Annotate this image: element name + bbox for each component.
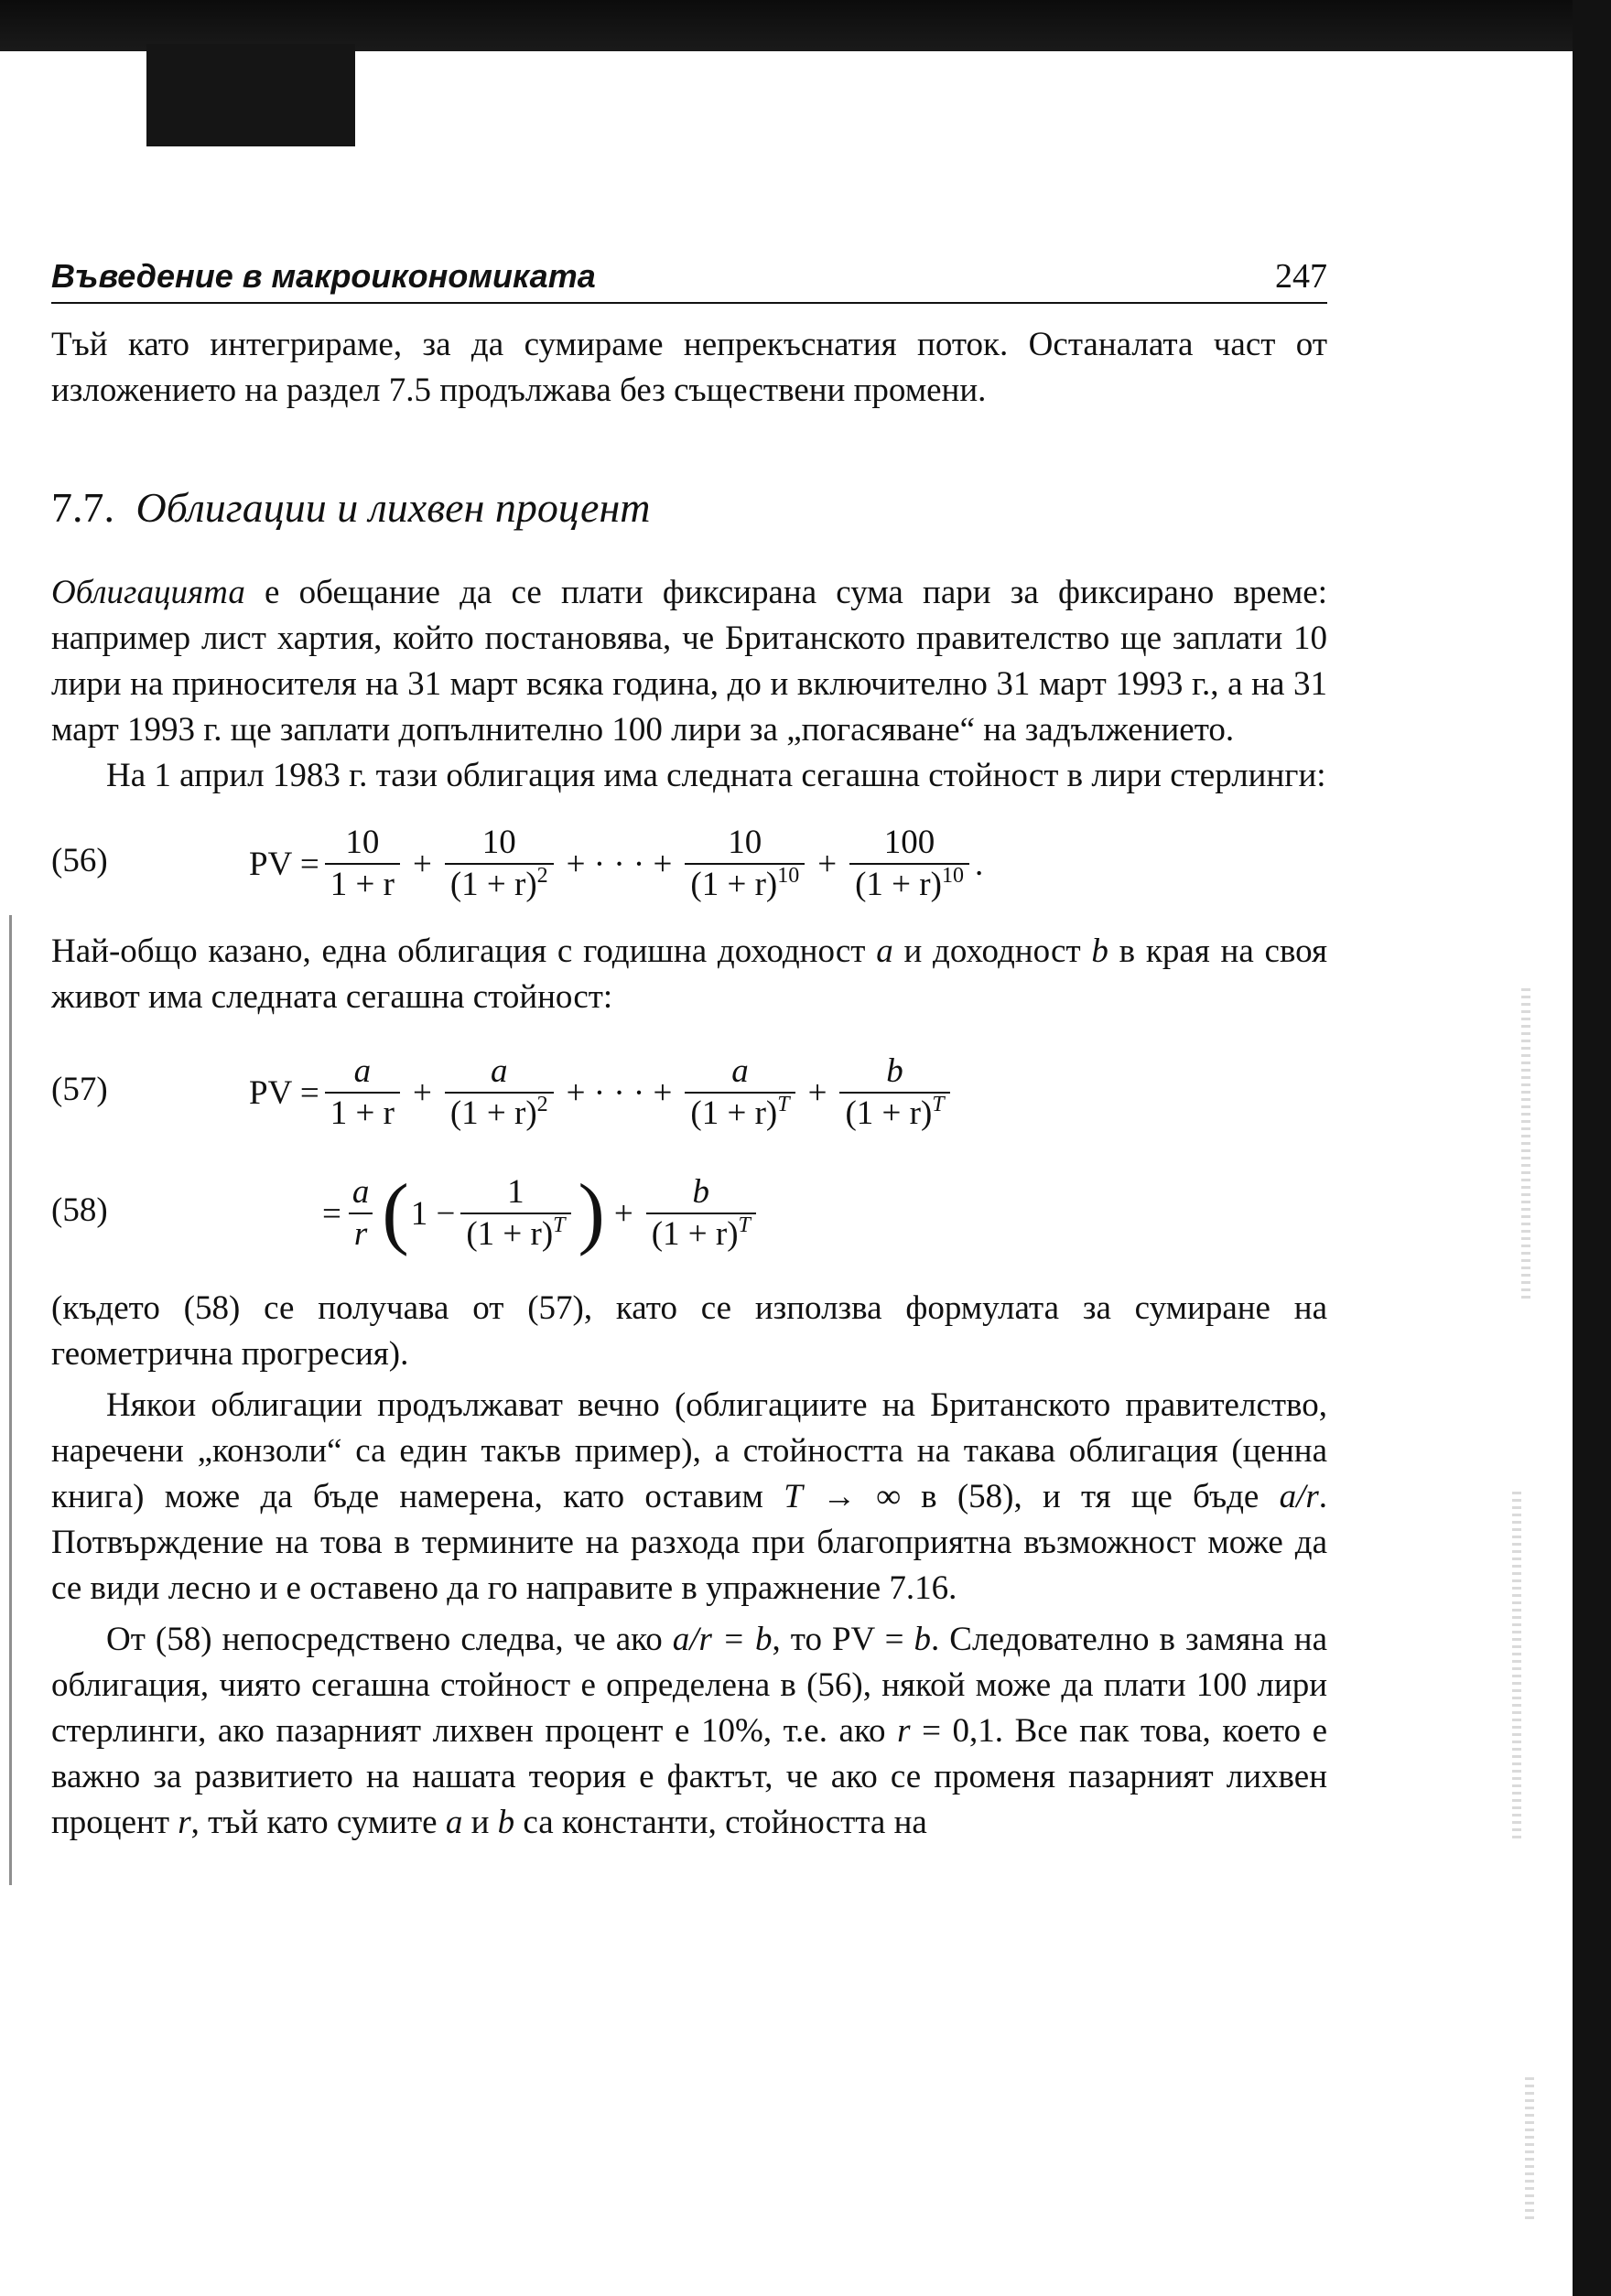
fraction [445, 1051, 554, 1134]
fraction [849, 823, 969, 905]
plus-operator: + [807, 1073, 827, 1112]
math-inline: a [445, 1804, 463, 1841]
fraction [325, 823, 400, 905]
scan-dark-block [146, 44, 355, 146]
section-heading [51, 483, 1327, 532]
equation-body [322, 1159, 762, 1267]
equation-57 [51, 1039, 1327, 1147]
scan-edge-noise [1525, 2077, 1534, 2224]
equation-lhs: PV = [249, 1073, 319, 1112]
denominator: $(1 + r)^T$ [685, 1092, 795, 1134]
denominator: $(1 + r)^{10}$ [685, 863, 805, 905]
numerator: 1 [507, 1173, 524, 1211]
ellipsis-operator: + · · · + [566, 1073, 673, 1112]
page-number: 247 [1275, 257, 1327, 296]
fraction [646, 1172, 756, 1255]
fraction [685, 1051, 795, 1134]
definition-text: е обещание да се плати фиксирана сума пари за фиксирано време: например лист хартия, който постановява, че Британското правителство ще заплати 10 лири на приносителя на 31 март всяка година, до и включително 31 март 1993 г., а на 31 март 1993 г. ще заплати допълнително 100 лири за „погасяване“ на задължението. [51, 574, 1327, 749]
math-inline: r [178, 1804, 191, 1841]
equation-58 [51, 1159, 1327, 1267]
plus-operator: + [817, 845, 838, 883]
plus-operator: + [412, 1073, 432, 1112]
equation-label: (57) [51, 1071, 108, 1108]
denominator: $(1 + r)^T$ [839, 1092, 949, 1134]
numerator: 10 [481, 824, 516, 861]
numerator: a [351, 1173, 370, 1211]
fraction [839, 1051, 949, 1134]
one-minus: 1 − [410, 1194, 456, 1233]
numerator: a [491, 1052, 508, 1090]
numerator: a [731, 1052, 749, 1090]
numerator: a [353, 1052, 372, 1090]
equation-lhs: PV = [249, 845, 319, 883]
numerator: b [886, 1052, 903, 1090]
equation-body [249, 810, 983, 918]
numerator: 10 [728, 824, 762, 861]
fraction [460, 1172, 570, 1255]
denominator: $(1 + r)^T$ [460, 1213, 570, 1255]
paragraph-definition [51, 570, 1327, 753]
section-number: 7.7. [51, 484, 114, 531]
fraction [325, 1051, 400, 1134]
scan-border-right [1573, 0, 1611, 2296]
fraction [445, 823, 554, 905]
scan-edge-noise [1521, 988, 1530, 1299]
math-inline: r [897, 1712, 911, 1750]
plus-operator: + [613, 1194, 633, 1233]
numerator: 10 [345, 824, 380, 861]
close-paren: ) [578, 1169, 605, 1257]
fraction [685, 823, 805, 905]
scan-edge-noise [1512, 1492, 1521, 1839]
paragraph-consols: Някои облигации продължават вечно (облигациите на Британското правителство, наречени „конзоли“ са един такъв пример), а стойността на такава облигация (ценна книга) може да бъде намерена, като оставим T → ∞ в (58), и тя ще бъде a/r. Потвърждение на това в термините на разхода при благоприятна възможност може да се види лесно и е оставено да го направите в упражнение 7.16. [51, 1386, 1328, 1607]
plus-operator: + [412, 845, 432, 883]
equation-label: (58) [51, 1191, 108, 1229]
numerator: 100 [883, 824, 935, 861]
paragraph-april: На 1 април 1983 г. тази облигация има следната сегашна стойност в лири стерлинги: [106, 757, 1326, 794]
equals-sign: = [322, 1194, 341, 1233]
fraction [347, 1172, 375, 1255]
scan-left-edge [9, 915, 12, 1885]
ellipsis-operator: + · · · + [566, 845, 673, 883]
math-inline: b [914, 1621, 932, 1658]
denominator: 1 + r [325, 1092, 400, 1134]
denominator: $(1 + r)^2$ [445, 1092, 554, 1134]
book-page [51, 256, 1327, 1846]
math-inline: T → ∞ [784, 1478, 901, 1515]
denominator: $(1 + r)^2$ [445, 863, 554, 905]
open-paren: ( [382, 1169, 409, 1257]
defined-term: Облигацията [51, 574, 245, 611]
equation-label: (56) [51, 842, 108, 879]
denominator: r [349, 1213, 373, 1255]
denominator: 1 + r [325, 863, 400, 905]
header-title: Въведение в макроикономиката [51, 257, 596, 295]
numerator: b [692, 1173, 710, 1211]
running-header [51, 256, 1327, 304]
paragraph-intro: Тъй като интегрираме, за да сумираме непрекъснатия поток. Останалата част от изложението на раздел 7.5 продължава без съществени промени. [51, 326, 1327, 409]
section-title: Облигации и лихвен процент [135, 484, 651, 531]
denominator: $(1 + r)^T$ [646, 1213, 756, 1255]
math-inline: b [497, 1804, 515, 1841]
equation-56 [51, 810, 1327, 918]
paragraph-last: От (58) непосредствено следва, че ако a/r = b, то PV = b. Следователно в замяна на облигация, чиято сегашна стойност е определена в (56), някой може да плати 100 лири стерлинги, ако пазарният лихвен процент е 10%, т.е. ако r = 0,1. Все пак това, което е важно за развитието на нашата теория е фактът, че ако се променя пазарният лихвен процент r, тъй като сумите a и b са константи, стойността на [51, 1621, 1328, 1841]
math-inline: a/r [1279, 1478, 1319, 1515]
equation-body [249, 1039, 956, 1147]
paragraph-general: Най-общо казано, една облигация с годишна доходност a и доходност b в края на своя живот има следната сегашна стойност: [51, 932, 1327, 1016]
math-inline: a/r = b [672, 1621, 773, 1658]
paragraph-where: (където (58) се получава от (57), като се използва формулата за сумиране на геометрична прогресия). [51, 1289, 1327, 1373]
equation-end: . [974, 845, 984, 883]
denominator: $(1 + r)^{10}$ [849, 863, 969, 905]
